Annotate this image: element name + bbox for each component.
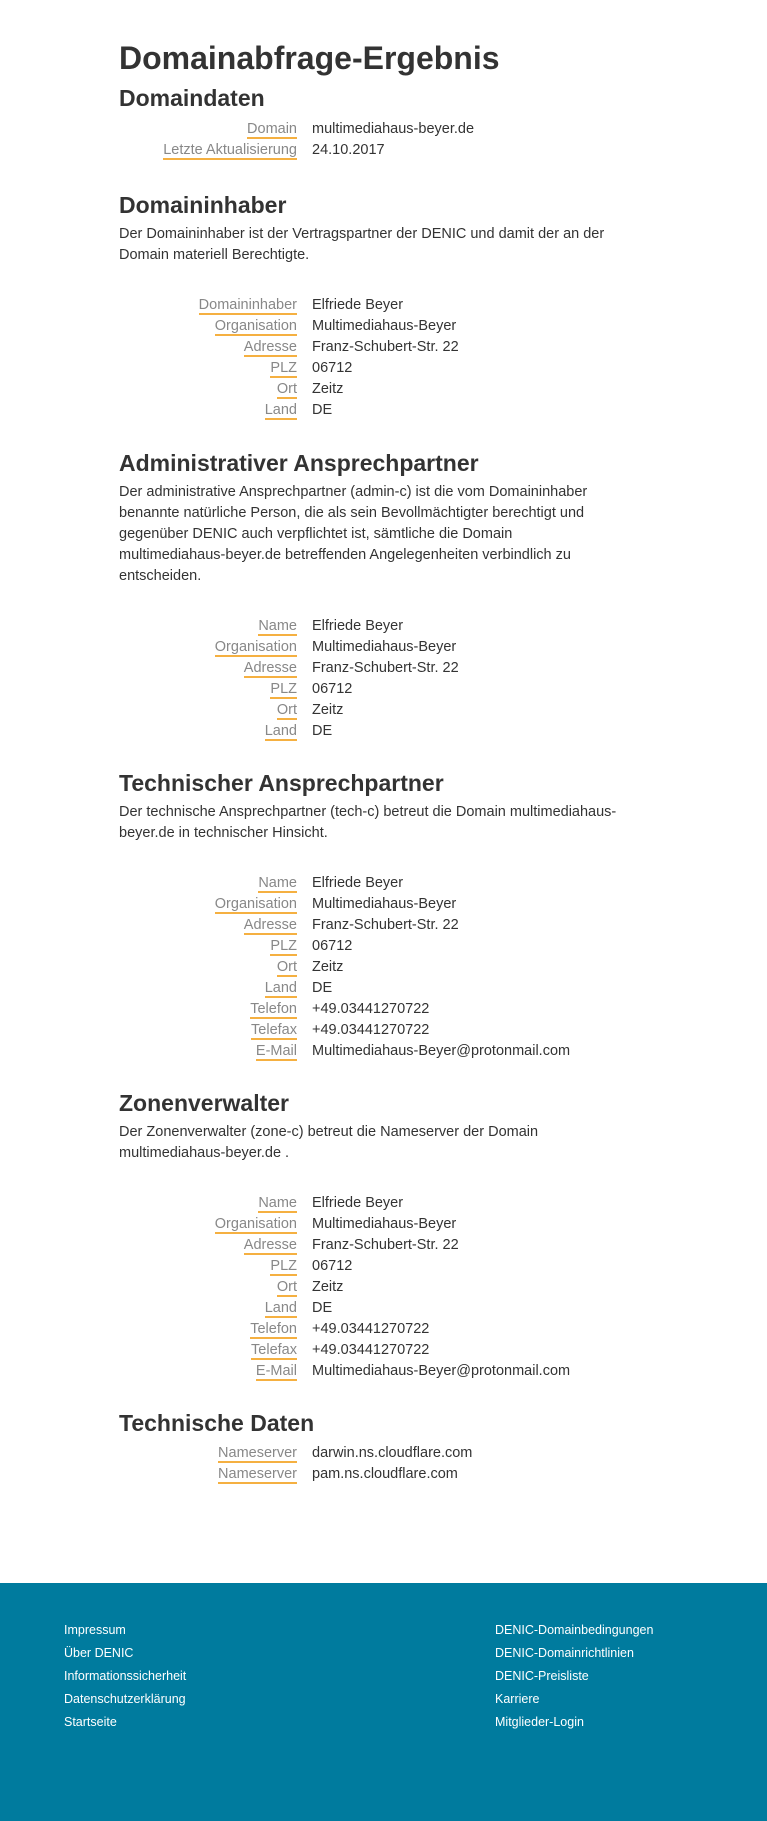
kv-row	[119, 873, 619, 894]
kv-row	[119, 337, 619, 358]
kv-value: DE	[312, 723, 333, 739]
footer-link-mitglieder-login[interactable]: Mitglieder-Login	[495, 1715, 584, 1729]
kv-label: Land	[264, 1300, 297, 1316]
kv-value: 06712	[312, 1258, 353, 1274]
kv-row	[119, 679, 619, 700]
kv-label: Telefax	[251, 1342, 297, 1358]
kv-value: Zeitz	[312, 381, 344, 397]
kv-label: PLZ	[270, 681, 297, 697]
kv-value: +49.03441270722	[312, 1001, 430, 1017]
kv-label: Telefon	[250, 1321, 297, 1337]
kv-label: Telefon	[250, 1001, 297, 1017]
kv-label: Ort	[276, 702, 297, 718]
kv-row	[119, 658, 619, 679]
kv-row	[119, 379, 619, 400]
kv-label: Land	[264, 723, 297, 739]
footer-link-startseite[interactable]: Startseite	[64, 1715, 117, 1729]
footer-link-datenschutzerklaerung[interactable]: Datenschutzerklärung	[64, 1692, 186, 1706]
page-title: Domainabfrage-Ergebnis	[119, 40, 500, 76]
kv-row	[119, 1256, 619, 1277]
kv-value: pam.ns.cloudflare.com	[312, 1466, 458, 1482]
kv-value: 24.10.2017	[312, 142, 385, 158]
kv-label: Organisation	[214, 639, 297, 655]
kv-label: Land	[264, 402, 297, 418]
kv-label: E-Mail	[255, 1043, 297, 1059]
kv-row	[119, 894, 619, 915]
kv-label: PLZ	[270, 938, 297, 954]
kv-value: Franz-Schubert-Str. 22	[312, 660, 459, 676]
kv-row	[119, 1235, 619, 1256]
admin-c-table	[119, 616, 619, 742]
kv-label: PLZ	[270, 360, 297, 376]
kv-label: Nameserver	[218, 1445, 297, 1461]
kv-value: Multimediahaus-Beyer@protonmail.com	[312, 1363, 571, 1379]
kv-value: Franz-Schubert-Str. 22	[312, 917, 459, 933]
kv-label: Domaininhaber	[198, 297, 297, 313]
kv-value: DE	[312, 402, 333, 418]
kv-label: Nameserver	[218, 1466, 297, 1482]
kv-row	[119, 1277, 619, 1298]
kv-label: Land	[264, 980, 297, 996]
kv-value: Elfriede Beyer	[312, 1195, 404, 1211]
tech-c-table	[119, 873, 619, 1062]
footer-link-ueber-denic[interactable]: Über DENIC	[64, 1646, 134, 1660]
kv-value: 06712	[312, 681, 353, 697]
kv-row	[119, 1361, 619, 1382]
section-description-domaininhaber: Der Domaininhaber ist der Vertragspartner der DENIC und damit der an der Domain materiell Berechtigte.	[119, 226, 605, 263]
kv-label: Name	[258, 618, 297, 634]
kv-value: +49.03441270722	[312, 1022, 430, 1038]
zone-c-table	[119, 1193, 619, 1382]
kv-value: Elfriede Beyer	[312, 875, 404, 891]
kv-label: Ort	[276, 959, 297, 975]
kv-value: Elfriede Beyer	[312, 618, 404, 634]
kv-label: Organisation	[214, 896, 297, 912]
kv-value: Zeitz	[312, 959, 344, 975]
kv-label: Adresse	[243, 1237, 297, 1253]
kv-label: Name	[258, 875, 297, 891]
kv-row	[119, 1298, 619, 1319]
footer-link-karriere[interactable]: Karriere	[495, 1692, 540, 1706]
kv-value: DE	[312, 1300, 333, 1316]
section-heading-domaindaten: Domaindaten	[119, 85, 265, 111]
kv-label: Name	[258, 1195, 297, 1211]
section-heading-technische-daten: Technische Daten	[119, 1410, 315, 1436]
footer-link-informationssicherheit[interactable]: Informationssicherheit	[64, 1669, 187, 1683]
kv-row	[119, 616, 619, 637]
section-heading-admin-c: Administrativer Ansprechpartner	[119, 450, 479, 476]
kv-row	[119, 999, 619, 1020]
kv-row	[119, 316, 619, 337]
kv-value: Multimediahaus-Beyer	[312, 318, 457, 334]
kv-row	[119, 637, 619, 658]
kv-label: PLZ	[270, 1258, 297, 1274]
kv-value: Franz-Schubert-Str. 22	[312, 1237, 459, 1253]
kv-label: Adresse	[243, 917, 297, 933]
kv-value: Zeitz	[312, 1279, 344, 1295]
section-heading-domaininhaber: Domaininhaber	[119, 192, 287, 218]
section-heading-tech-c: Technischer Ansprechpartner	[119, 770, 444, 796]
section-description-tech-c: Der technische Ansprechpartner (tech-c) betreut die Domain multimediahaus-beyer.de in technischer Hinsicht.	[119, 804, 617, 841]
kv-row	[119, 936, 619, 957]
kv-label: E-Mail	[255, 1363, 297, 1379]
kv-value: Multimediahaus-Beyer@protonmail.com	[312, 1043, 571, 1059]
domaininhaber-table	[119, 295, 619, 421]
section-description-admin-c: Der administrative Ansprechpartner (admin-c) ist die vom Domaininhaber benannte natürliche Person, die als sein Bevollmächtigter berechtigt und gegenüber DENIC auch verpflichtet ist, sämtliche die Domain multimediahaus-beyer.de betreffenden Angelegenheiten verbindlich zu entscheiden.	[119, 484, 588, 584]
kv-row	[119, 721, 619, 742]
section-description-zone-c: Der Zonenverwalter (zone-c) betreut die Nameserver der Domain multimediahaus-beyer.de .	[119, 1124, 539, 1161]
kv-row	[119, 295, 619, 316]
kv-row	[119, 400, 619, 421]
kv-value: +49.03441270722	[312, 1342, 430, 1358]
kv-value: Multimediahaus-Beyer	[312, 639, 457, 655]
kv-row	[119, 957, 619, 978]
kv-label: Letzte Aktualisierung	[163, 142, 297, 158]
kv-label: Ort	[276, 1279, 297, 1295]
footer	[0, 1583, 767, 1821]
kv-row	[119, 1319, 619, 1340]
kv-row	[119, 700, 619, 721]
kv-label: Domain	[247, 121, 297, 137]
kv-row	[119, 1464, 619, 1485]
kv-row	[119, 1193, 619, 1214]
kv-value: Multimediahaus-Beyer	[312, 1216, 457, 1232]
kv-value: Multimediahaus-Beyer	[312, 896, 457, 912]
kv-value: Zeitz	[312, 702, 344, 718]
footer-links-left	[64, 1619, 186, 1734]
kv-row	[119, 1041, 619, 1062]
kv-row	[119, 358, 619, 379]
kv-row	[119, 119, 619, 140]
kv-row	[119, 1340, 619, 1361]
kv-label: Adresse	[243, 339, 297, 355]
kv-row	[119, 1443, 619, 1464]
kv-row	[119, 1214, 619, 1235]
kv-label: Adresse	[243, 660, 297, 676]
kv-value: DE	[312, 980, 333, 996]
footer-link-domainbedingungen[interactable]: DENIC-Domainbedingungen	[495, 1623, 654, 1637]
kv-value: 06712	[312, 938, 353, 954]
kv-row	[119, 140, 619, 161]
main-content	[119, 36, 619, 1485]
kv-value: 06712	[312, 360, 353, 376]
kv-label: Ort	[276, 381, 297, 397]
footer-link-domainrichtlinien[interactable]: DENIC-Domainrichtlinien	[495, 1646, 634, 1660]
kv-value: darwin.ns.cloudflare.com	[312, 1445, 473, 1461]
kv-value: Franz-Schubert-Str. 22	[312, 339, 459, 355]
kv-label: Organisation	[214, 318, 297, 334]
technische-daten-table	[119, 1443, 619, 1485]
kv-row	[119, 915, 619, 936]
kv-value: multimediahaus-beyer.de	[312, 121, 475, 137]
kv-row	[119, 1020, 619, 1041]
footer-link-preisliste[interactable]: DENIC-Preisliste	[495, 1669, 589, 1683]
kv-label: Organisation	[214, 1216, 297, 1232]
domaindaten-table	[119, 119, 619, 161]
kv-value: +49.03441270722	[312, 1321, 430, 1337]
kv-row	[119, 978, 619, 999]
footer-link-impressum[interactable]: Impressum	[64, 1623, 126, 1637]
footer-links-right	[495, 1619, 653, 1734]
section-heading-zone-c: Zonenverwalter	[119, 1090, 289, 1116]
kv-value: Elfriede Beyer	[312, 297, 404, 313]
kv-label: Telefax	[251, 1022, 297, 1038]
